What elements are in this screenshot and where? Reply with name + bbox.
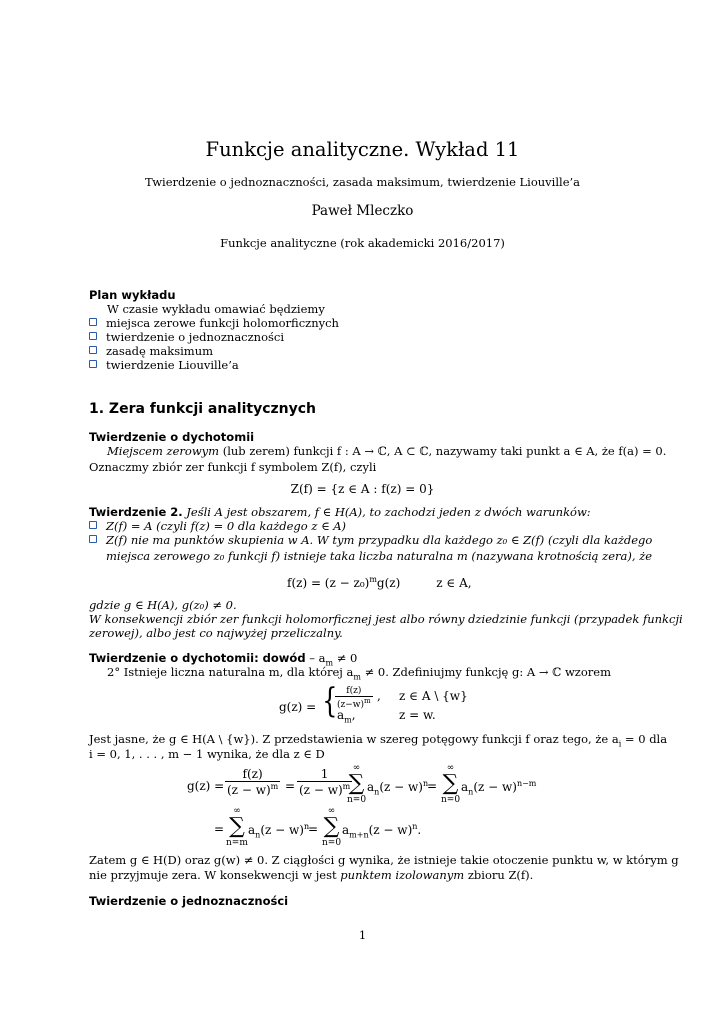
theorem2-where: gdzie g ∈ H(A), g(z₀) ≠ 0. bbox=[89, 598, 237, 612]
sum-symbol: ∞ ∑ n=0 bbox=[347, 763, 367, 805]
jednoznacznosc-heading: Twierdzenie o jednoznaczności bbox=[89, 894, 289, 908]
bullet-icon bbox=[89, 332, 97, 340]
sum-symbol: ∞ ∑ n=0 bbox=[322, 806, 342, 848]
bullet-icon bbox=[89, 346, 97, 354]
sum-symbol: ∞ ∑ n=m bbox=[226, 806, 248, 848]
plan-item: zasadę maksimum bbox=[89, 343, 213, 359]
section-title: 1. Zera funkcji analitycznych bbox=[89, 401, 316, 417]
plan-heading: Plan wykładu bbox=[89, 288, 176, 302]
left-brace: { bbox=[322, 681, 338, 721]
bullet-icon bbox=[89, 535, 97, 543]
plan-item: twierdzenie o jednoznaczności bbox=[89, 329, 284, 345]
plan-item: miejsca zerowe funkcji holomorficznych bbox=[89, 315, 339, 331]
theorem2-statement: Twierdzenie 2. Jeśli A jest obszarem, f ∈ H(A), to zachodzi jeden z dwóch warunków: bbox=[89, 505, 591, 519]
definition-line: Oznaczmy zbiór zer funkcji f symbolem Z(f), czyli bbox=[89, 460, 377, 474]
theorem2-consequence: zerowej), albo jest co najwyżej przeliczalny. bbox=[89, 626, 343, 640]
proof-paragraph: Jest jasne, że g ∈ H(A \ {w}). Z przedstawienia w szereg potęgowy funkcji f oraz tego, że $a_i = 0$ dla bbox=[89, 732, 668, 749]
document-author: Paweł Mleczko bbox=[311, 203, 414, 219]
proof-conclusion: Zatem g ∈ H(D) oraz g(w) ≠ 0. Z ciągłości g wynika, że istnieje takie otoczenie punktu w, w którym g bbox=[89, 853, 679, 867]
plan-item: twierdzenie Liouville’a bbox=[89, 357, 239, 373]
proof-heading: Twierdzenie o dychotomii: dowód – $a_m \ne 0$ bbox=[89, 651, 358, 668]
plan-intro: W czasie wykładu omawiać będziemy bbox=[107, 302, 325, 316]
theorem2-case-continued: miejsca zerowego z₀ funkcji f) istnieje taka liczba naturalna m (nazywana krotnością zera), że bbox=[106, 549, 653, 563]
theorem2-consequence: W konsekwencji zbiór zer funkcji holomorficznej jest albo równy dziedzinie funkcji (przypadek funkcji bbox=[89, 612, 683, 626]
bullet-icon bbox=[89, 318, 97, 326]
sum-symbol: ∞ ∑ n=0 bbox=[441, 763, 461, 805]
factorization-formula: $f(z) = (z - z_0)^mg(z)$ z ∈ A, bbox=[287, 575, 472, 590]
theorem2-case: Z(f) = A (czyli f(z) = 0 dla każdego z ∈ A) bbox=[89, 518, 346, 534]
document-subtitle: Twierdzenie o jednoznaczności, zasada maksimum, twierdzenie Liouville’a bbox=[144, 175, 581, 189]
dychotomia-heading: Twierdzenie o dychotomii bbox=[89, 430, 255, 444]
page-number: 1 bbox=[358, 928, 367, 942]
proof-conclusion: nie przyjmuje zera. W konsekwencji w jest punktem izolowanym zbioru Z(f). bbox=[89, 868, 534, 882]
proof-paragraph: i = 0, 1, . . . , m − 1 wynika, że dla z ∈ D bbox=[89, 747, 325, 761]
bullet-icon bbox=[89, 360, 97, 368]
proof-line: 2° Istnieje liczna naturalna m, dla której $a_m \ne 0$. Zdefiniujmy funkcję g: A → ℂ wzorem bbox=[107, 665, 611, 682]
document-course: Funkcje analityczne (rok akademicki 2016/2017) bbox=[220, 236, 505, 250]
definition-line: Miejscem zerowym (lub zerem) funkcji f : A → ℂ, A ⊂ ℂ, nazywamy taki punkt a ∈ A, że f(a) = 0. bbox=[107, 444, 667, 458]
bullet-icon bbox=[89, 521, 97, 529]
document-title: Funkcje analityczne. Wykład 11 bbox=[205, 138, 520, 161]
theorem2-case: Z(f) nie ma punktów skupienia w A. W tym przypadku dla każdego z₀ ∈ Z(f) (czyli dla każdego bbox=[89, 532, 652, 548]
zero-set-formula: Z(f) = {z ∈ A : f(z) = 0} bbox=[290, 482, 435, 496]
document-page: Funkcje analityczne. Wykład 11 Twierdzenie o jednoznaczności, zasada maksimum, twierdzenie Liouville’a Paweł Mleczko Funkcje analityczne (rok akademicki 2016/2017) Plan wykładu W czasie wykładu omawiać będziemy miejsca zerowe funkcji holomorficznych twierdzenie o jednoznaczności zasadę maksimum twierdzenie Liouville’a 1. Zera funkcji analitycznych Twierdzenie o dychotomii Miejscem zerowym (lub zerem) funkcji f : A → ℂ, A ⊂ ℂ, nazywamy taki punkt a ∈ A, że f(a) = 0. Oznaczmy zbiór zer funkcji f symbolem Z(f), czyli Z(f) = {z ∈ A : f(z) = 0} Twierdzenie 2. Jeśli A jest obszarem, f ∈ H(A), to zachodzi jeden z dwóch warunków: Z(f) = A (czyli f(z) = 0 dla każdego z ∈ A) Z(f) nie ma punktów skupienia w A. W tym przypadku dla każdego z₀ ∈ Z(f) (czyli dla każdego miejsca zerowego z₀ funkcji f) istnieje taka liczba naturalna m (nazywana krotnością zera), że $f(z) = (z - z_0)^mg(z)$ z ∈ A, gdzie g ∈ H(A), g(z₀) ≠ 0. W konsekwencji zbiór zer funkcji holomorficznej jest albo równy dziedzinie funkcji (przypadek funkcji zerowej), albo jest co najwyżej przeliczalny. Twierdzenie o dychotomii: dowód – $a_m \ne 0$ 2° Istnieje liczna naturalna m, dla której $a_m \ne 0$. Zdefiniujmy funkcję g: A → ℂ wzorem g(z) = { $\frac{f(z)}{(z-w)^m}$ , z ∈ A \ {w} $a_m$, z = w. Jest jasne, że g ∈ H(A \ {w}). Z przedstawienia w szereg potęgowy funkcji f oraz tego, że $a_i = 0$ dla i = 0, 1, . . . , m − 1 wynika, że dla z ∈ D g(z) = $\frac{f(z)}{(z - w)^m}$ = $\frac{1}{(z - w)^m}$ ∞ ∑ n=0 $a_n(z - w)^n$ = ∞ ∑ n=0 $a_n(z - w)^{n-m}$ = ∞ ∑ n=m $a_n(z - w)^n$ = ∞ ∑ n=0 $a_{m+n}(z - w)^n$. Zatem g ∈ H(D) oraz g(w) ≠ 0. Z ciągłości g wynika, że istnieje takie otoczenie punktu w, w którym g nie przyjmuje zera. W konsekwencji w jest punktem izolowanym zbioru Z(f). Twierdzenie o jednoznaczności 1 bbox=[0, 0, 725, 1024]
